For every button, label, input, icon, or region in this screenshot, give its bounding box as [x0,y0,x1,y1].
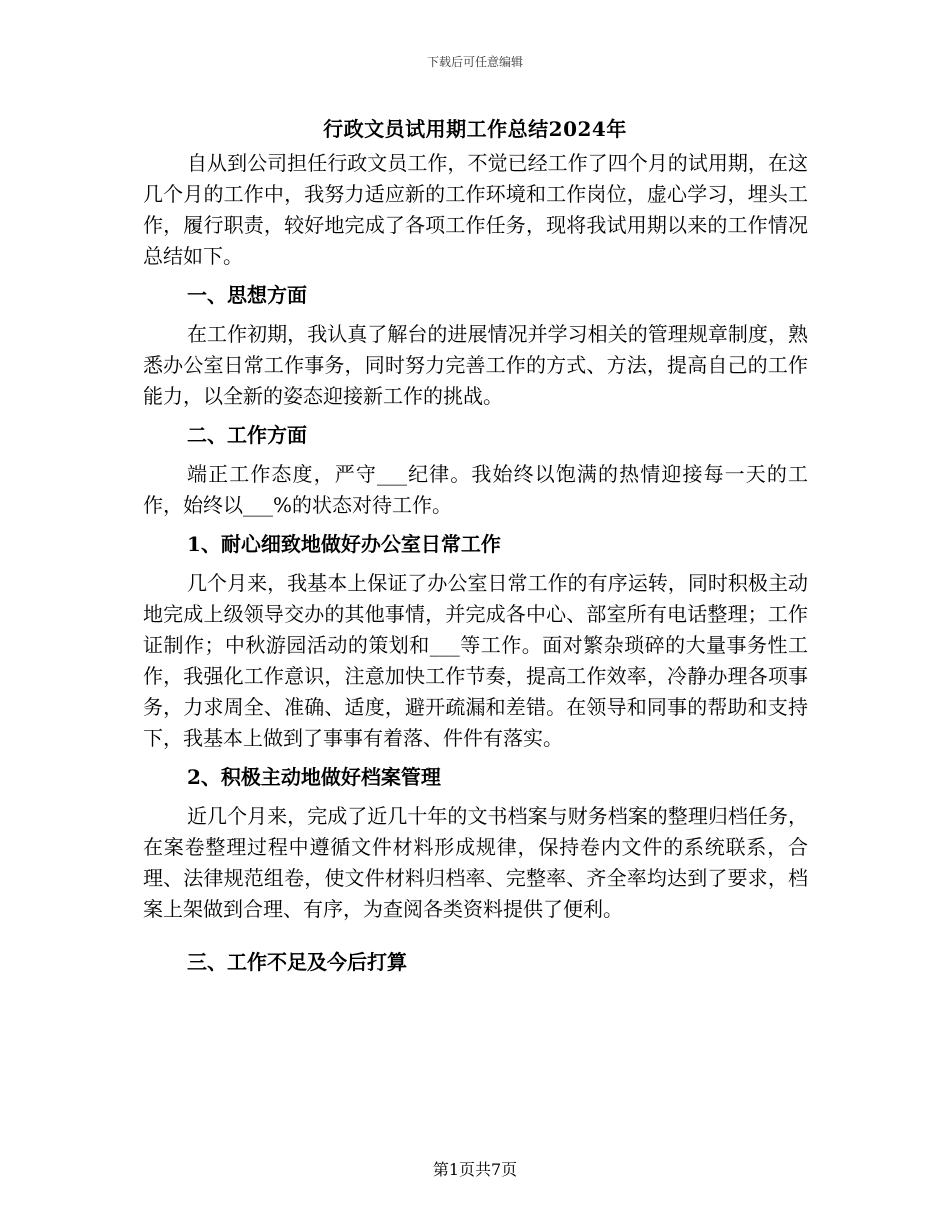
page-footer: 第1页共7页 [432,1160,518,1179]
section-1-paragraph: 在工作初期，我认真了解台的进展情况并学习相关的管理规章制度，熟悉办公室日常工作事务，同时努力完善工作的方式、方法，提高自己的工作能力，以全新的姿态迎接新工作的挑战。 [143,322,808,408]
header-note: 下载后可任意编辑 [426,55,523,69]
document-title: 行政文员试用期工作总结2024年 [323,117,627,141]
section-2-heading: 二、工作方面 [187,423,307,447]
subsection-2-heading: 2、积极主动地做好档案管理 [187,765,441,789]
section-1-heading: 一、思想方面 [187,283,307,307]
section-2-paragraph: 端正工作态度，严守___纪律。我始终以饱满的热情迎接每一天的工作，始终以___%的状态对待工作。 [143,462,808,517]
subsection-1-heading: 1、耐心细致地做好办公室日常工作 [187,532,501,556]
section-3-heading: 三、工作不足及今后打算 [187,950,407,974]
document-body [143,148,808,986]
intro-paragraph: 自从到公司担任行政文员工作，不觉已经工作了四个月的试用期，在这几个月的工作中，我努力适应新的工作环境和工作岗位，虚心学习，埋头工作，履行职责，较好地完成了各项工作任务，现将我试用期以来的工作情况总结如下。 [143,151,808,268]
subsection-1-paragraph: 几个月来，我基本上保证了办公室日常工作的有序运转，同时积极主动地完成上级领导交办的其他事情，并完成各中心、部室所有电话整理；工作证制作；中秋游园活动的策划和___等工作。面对繁杂琐碎的大量事务性工作，我强化工作意识，注意加快工作节奏，提高工作效率，冷静办理各项事务，力求周全、准确、适度，避开疏漏和差错。在领导和同事的帮助和支持下，我基本上做到了事事有着落、件件有落实。 [143,571,808,750]
subsection-2-paragraph: 近几个月来，完成了近几十年的文书档案与财务档案的整理归档任务，在案卷整理过程中遵循文件材料形成规律，保持卷内文件的系统联系，合理、法律规范组卷，使文件材料归档率、完整率、齐全率均达到了要求，档案上架做到合理、有序，为查阅各类资料提供了便利。 [143,804,808,921]
